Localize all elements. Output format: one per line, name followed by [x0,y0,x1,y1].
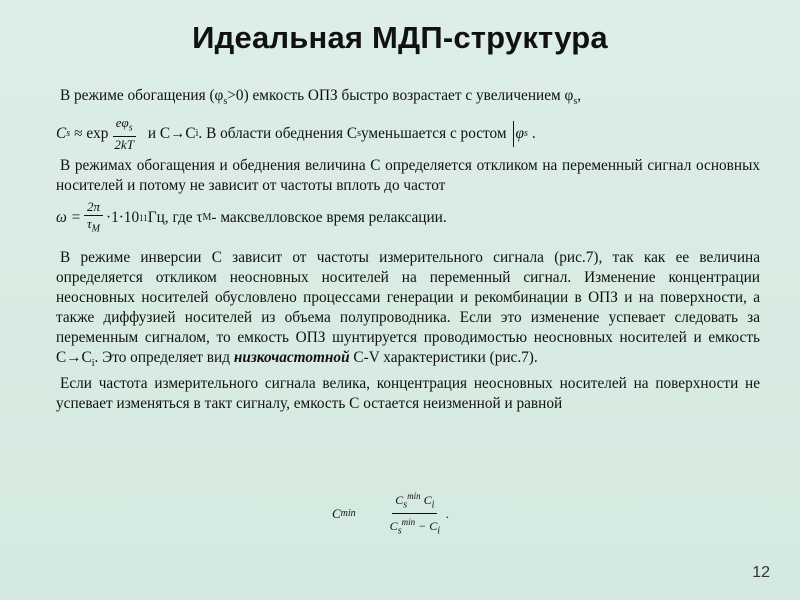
paragraph-high-frequency: Если частота измерительного сигнала велика, концентрация неосновных носителей на поверхности не успевает изменяться в такт сигналу, емкость C остается неизменной и равной [56,375,760,413]
paragraph-enrichment: В режиме обогащения $(\varphi_s>0)$ емкость ОПЗ быстро возрастает с увеличением $\varphi_s$, [60,87,582,108]
formula-cs-exp: C s ≈ exp $\frac{e\varphi_s}{2kT}$ и C→C i . В области обеднения C s уменьшается с ростом φ s . [56,114,536,153]
page-title: Идеальная МДП-структура [192,20,608,55]
body-text [56,86,760,414]
paragraph-inversion: В режиме инверсии C зависит от частоты измерительного сигнала (рис.7), так как ее величина определяется откликом неосновных носителей на переменный сигнал. Изменение концентрации неосновных носителей обусловлено процессами генерации и рекомбинации в ОПЗ и на поверхности, а также диффузией носителей из объема полупроводника. Если это изменение успевает следовать за переменным сигналом, то емкость ОПЗ шунтируется проводимостью неосновных носителей и емкость $C\to C_i$. Это определяет вид низкочастотной C-V характеристики (рис.7). [56,249,760,370]
page-number: 12 [752,564,770,581]
fraction-cmin: $\frac{C_s^{min} C_i}{C_s^{min} - C_i}$ [387,488,443,540]
fraction-e-phi: $\frac{e\varphi_s}{2kT}$ [114,114,134,153]
abs-bar [513,121,514,147]
formula-cmin: C min $\frac{C_s^{min} C_i}{C_s^{min} - C_i}$ . [332,488,449,540]
formula-omega: ω = $\frac{2\pi}{\tau_M}$ ·1·10 11 Гц, где τ M - максвелловское время релаксации. [56,196,760,240]
paragraph-frequency: В режимах обогащения и обеднения величина C определяется откликом на переменный сигнал основных носителей и потому не зависит от частоты вплоть до частот [56,157,760,195]
emphasis-low-frequency: низкочастотной [233,349,350,367]
fraction-2pi-tau: $\frac{2\pi}{\tau_M}$ [84,199,103,238]
